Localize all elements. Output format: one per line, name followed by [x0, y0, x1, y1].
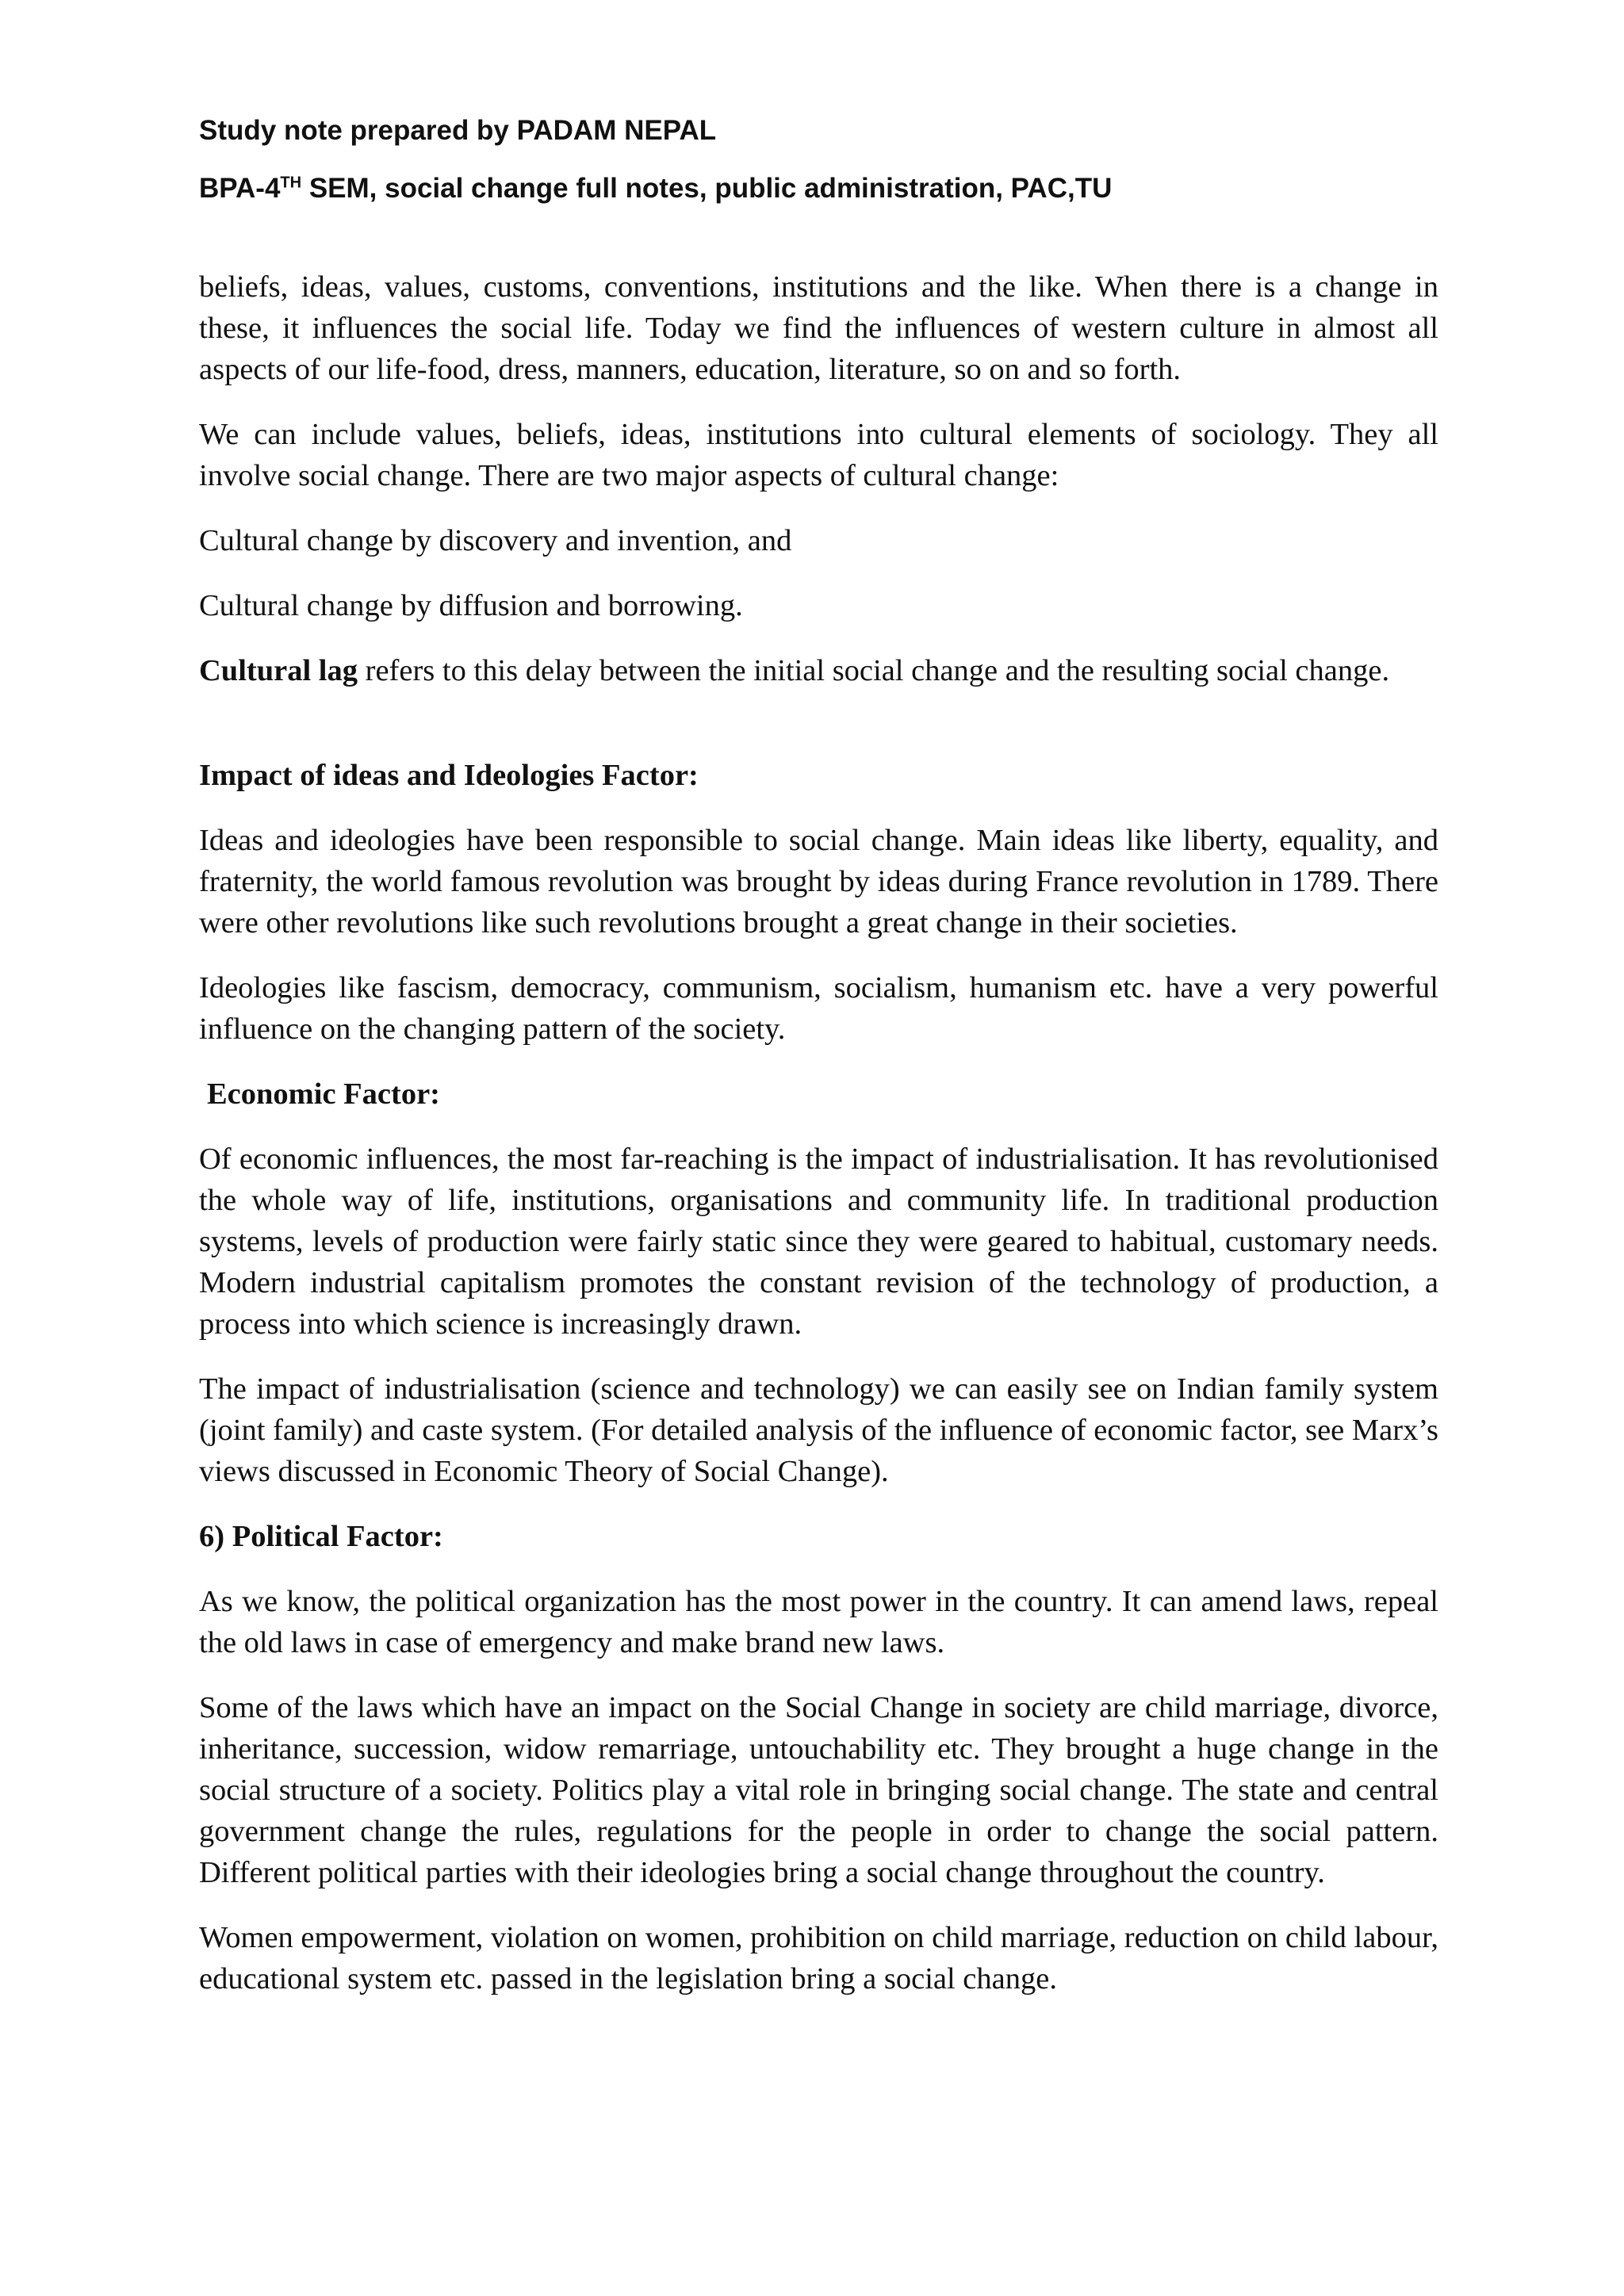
- header-author-text: Study note prepared by PADAM NEPAL: [199, 115, 717, 146]
- paragraph-ideas: Ideas and ideologies have been responsible to social change. Main ideas like liberty, equality, and fraternity, the world famous revolution was brought by ideas during France revolution in 1789. There were other revolutions like such revolutions brought a great change in their societies.: [199, 824, 1438, 939]
- header-course-superscript: TH: [280, 174, 302, 192]
- document-body: [199, 266, 1438, 2023]
- paragraph-political-organization: As we know, the political organization has the most power in the country. It can amend laws, repeal the old laws in case of emergency and make brand new laws.: [199, 1585, 1438, 1659]
- paragraph-ideologies: Ideologies like fascism, democracy, communism, socialism, humanism etc. have a very powerful influence on the changing pattern of the society.: [199, 971, 1438, 1046]
- paragraph-diffusion-borrowing: Cultural change by diffusion and borrowing.: [199, 589, 743, 622]
- paragraph-industrialisation: Of economic influences, the most far-reaching is the impact of industrialisation. It has revolutionised the whole way of life, institutions, organisations and community life. In traditional production systems, levels of production were fairly static since they were geared to habitual, customary needs. Modern industrial capitalism promotes the constant revision of the technology of production, a process into which science is increasingly drawn.: [199, 1142, 1438, 1341]
- paragraph-discovery-invention: Cultural change by discovery and invention, and: [199, 524, 792, 557]
- header-course-rest: SEM, social change full notes, public administration, PAC,TU: [301, 173, 1113, 204]
- header-author-line: [199, 115, 1452, 147]
- paragraph-social-laws: Some of the laws which have an impact on the Social Change in society are child marriage, divorce, inheritance, succession, widow remarriage, untouchability etc. They brought a huge change in the social structure of a society. Politics play a vital role in bringing social change. The state and central government change the rules, regulations for the people in order to change the social pattern. Different political parties with their ideologies bring a social change throughout the country.: [199, 1691, 1438, 1889]
- header-course-prefix: BPA-4: [199, 173, 281, 204]
- heading-ideas-ideologies: Impact of ideas and Ideologies Factor:: [199, 759, 699, 792]
- heading-political-factor: 6) Political Factor:: [199, 1520, 443, 1553]
- term-cultural-lag: Cultural lag: [199, 654, 358, 687]
- paragraph-cultural-aspects: We can include values, beliefs, ideas, institutions into cultural elements of sociology. They all involve social change. There are two major aspects of cultural change:: [199, 418, 1438, 492]
- paragraph-indian-family-system: The impact of industrialisation (science and technology) we can easily see on Indian family system (joint family) and caste system. (For detailed analysis of the influence of economic factor, see Marx’s views discussed in Economic Theory of Social Change).: [199, 1372, 1438, 1488]
- paragraph-women-empowerment: Women empowerment, violation on women, prohibition on child marriage, reduction on child labour, educational system etc. passed in the legislation bring a social change.: [199, 1921, 1438, 1996]
- heading-economic-factor: Economic Factor:: [207, 1077, 440, 1111]
- header-course-line: [199, 173, 1452, 205]
- paragraph-cultural-lag: [199, 650, 1438, 691]
- cultural-lag-definition: refers to this delay between the initial social change and the resulting social change.: [358, 654, 1390, 687]
- paragraph-culture-elements: beliefs, ideas, values, customs, conventions, institutions and the like. When there is a change in these, it influences the social life. Today we find the influences of western culture in almost all aspects of our life-food, dress, manners, education, literature, so on and so forth.: [199, 270, 1438, 386]
